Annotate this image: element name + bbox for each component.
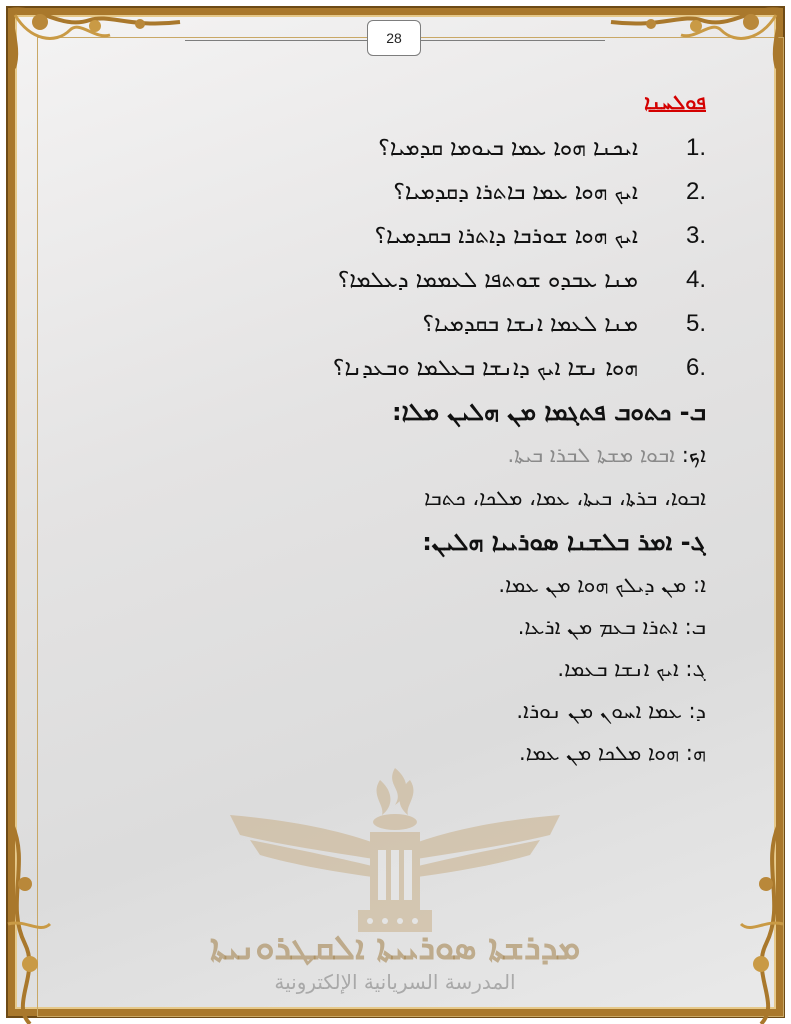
question-number: 3.	[685, 222, 706, 249]
question-number: 2.	[685, 178, 706, 205]
sub-item: ܒ: ܐܬܪܐ ܒܥܡ ܡܢ ܐܪܥܐ.	[517, 615, 706, 639]
example-line	[40, 434, 706, 476]
question-text: ܡܢܐ ܠܥܡܐ ܐܢܫܐ ܒܩܕܡܝܐ؟	[422, 311, 638, 337]
question-item	[40, 126, 706, 170]
question-number: 6.	[685, 354, 706, 381]
question-text: ܐܝܟ ܗܘܐ ܥܡܐ ܒܐܬܪܐ ܕܩܕܡܝܐ؟	[393, 179, 638, 205]
lesson-content	[40, 90, 706, 774]
question-item	[40, 258, 706, 302]
question-text: ܡܢܐ ܥܒܕܘ ܫܘܬܦܐ ܠܥܡܡܐ ܕܥܠܡܐ؟	[337, 267, 638, 293]
sub-item: ܐ: ܡܢ ܕܝܠܟ ܗܘܐ ܡܢ ܥܡܐ.	[498, 573, 706, 597]
school-name-syriac: ܡܕܪܫܬܐ ܣܘܪܝܝܬܐ ܐܠܩܛܪܘܢܝܬܐ	[209, 928, 581, 968]
word-list: ܐܒܘܐ، ܒܪܬܐ، ܒܝܬܐ، ܥܡܐ، ܡܠܟܐ، ܟܬܒܐ	[424, 486, 706, 510]
question-item	[40, 214, 706, 258]
example-label: ܐܟ:	[681, 443, 706, 467]
question-text: ܐܝܟ ܗܘܐ ܫܘܪܒܐ ܕܐܬܪܐ ܒܩܕܡܝܐ؟	[374, 223, 638, 249]
side-ornament-icon	[731, 824, 791, 1024]
exercises-title: ܦܘܠܚܢܐ	[644, 90, 706, 114]
side-ornament-icon	[0, 824, 60, 1024]
question-number: 4.	[685, 266, 706, 293]
sub-item: ܗ: ܗܘܐ ܡܠܟܐ ܡܢ ܥܡܐ.	[519, 741, 706, 765]
question-text: ܐܝܟܢܐ ܗܘܐ ܥܡܐ ܒܝܘܡܐ ܩܕܡܝܐ؟	[378, 135, 638, 161]
school-name-arabic: المدرسة السريانية الإلكترونية	[274, 970, 516, 994]
question-number: 1.	[685, 134, 706, 161]
corner-ornament-icon	[601, 0, 791, 70]
section-b-heading: ܒ- ܟܬܘܒ ܦܬܓܡܐ ܡܢ ܗܠܝܢ ܡܠܐ:	[391, 398, 706, 426]
page-number: 28	[367, 20, 421, 56]
section-c-heading: ܓ- ܐܡܪ ܒܠܫܢܐ ܣܘܪܝܝܐ ܗܠܝܢ:	[422, 528, 706, 556]
sub-item: ܓ: ܐܝܟ ܐܢܫܐ ܒܥܡܐ.	[557, 657, 706, 681]
corner-ornament-icon	[0, 0, 190, 70]
question-list	[40, 126, 706, 390]
question-item	[40, 302, 706, 346]
question-number: 5.	[685, 310, 706, 337]
sub-item: ܕ: ܥܡܐ ܐܚܘܢ ܡܢ ܢܘܪܐ.	[516, 699, 706, 723]
question-item	[40, 170, 706, 214]
question-item	[40, 346, 706, 390]
school-emblem-icon	[210, 760, 580, 940]
example-text: ܐܒܘܐ ܡܫܬܐ ܠܒܪܐ ܒܝܬܐ.	[507, 443, 676, 467]
question-text: ܗܘܐ ܢܫܐ ܐܝܟ ܕܐܢܫܐ ܒܥܠܡܐ ܘܒܥܕܢܐ؟	[332, 355, 638, 381]
